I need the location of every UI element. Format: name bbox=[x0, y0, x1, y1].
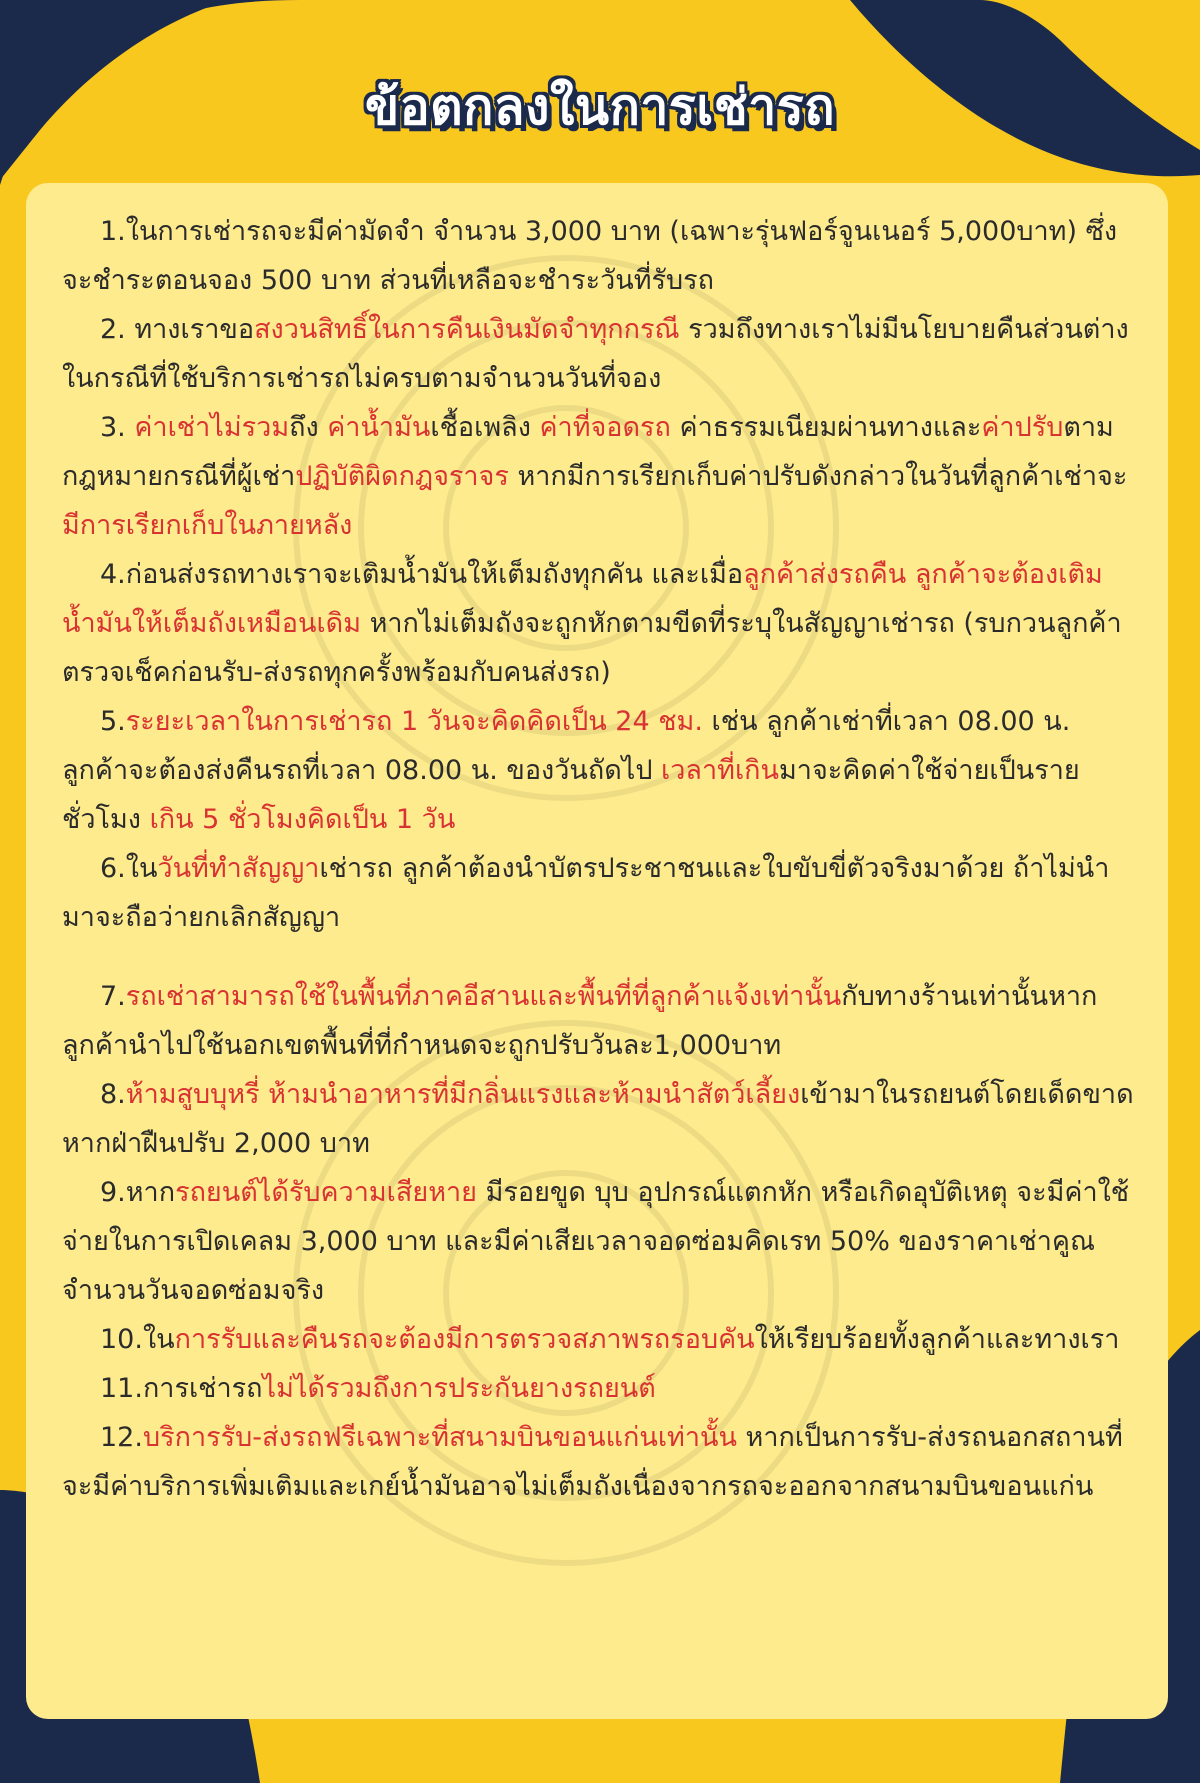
term-highlight: ปฏิบัติผิดกฎจราจร bbox=[295, 461, 509, 492]
term-text: 12. bbox=[100, 1422, 143, 1453]
term-text: 11.การเช่ารถ bbox=[100, 1373, 263, 1404]
term-text: ค่าธรรมเนียมผ่านทางและ bbox=[670, 412, 982, 443]
term-text: รวมถึงทางเราไม่มีนโยบายคืนส่วนต่างในกรณีที่ใช้บริการเช่ารถไม่ครบตามจำนวนวันที่จอง bbox=[62, 314, 1129, 394]
term-item bbox=[62, 550, 1142, 697]
term-highlight: ค่าเช่าไม่รวม bbox=[134, 412, 290, 443]
term-highlight: ลูกค้าส่งรถคืน ลูกค้าจะต้องเติมน้ำมันให้เต็มถังเหมือนเดิม bbox=[62, 559, 1103, 639]
page-title: ข้อตกลงในการเช่ารถ bbox=[364, 78, 836, 136]
term-text: 1.ในการเช่ารถจะมีค่ามัดจำ จำนวน 3,000 บาท (เฉพาะรุ่นฟอร์จูนเนอร์ 5,000บาท) ซึ่งจะชำระตอนจอง 500 บาท ส่วนที่เหลือจะชำระวันที่รับรถ bbox=[62, 216, 1118, 296]
term-text: 8. bbox=[100, 1079, 126, 1110]
term-text: ตามกฎหมายกรณีที่ผู้เช่า bbox=[62, 412, 1114, 492]
term-text: มีรอยขูด บุบ อุปกรณ์แตกหัก หรือเกิดอุบัติเหตุ จะมีค่าใช้จ่ายในการเปิดเคลม 3,000 บาท และมีค่าเสียเวลาจอดซ่อมคิดเรท 50% ของราคาเช่าคูณจำนวนวันจอดซ่อมจริง bbox=[62, 1177, 1130, 1306]
term-text: มาจะคิดค่าใช้จ่ายเป็นรายชั่วโมง bbox=[62, 755, 1080, 835]
term-text: ถึง bbox=[289, 412, 328, 443]
term-text: 10.ใน bbox=[100, 1324, 175, 1355]
term-highlight: การรับและคืนรถจะต้องมีการตรวจสภาพรถรอบคัน bbox=[174, 1324, 755, 1355]
term-highlight: วันที่ทำสัญญา bbox=[157, 853, 320, 884]
term-highlight: เวลาที่เกิน bbox=[661, 755, 779, 786]
term-highlight: ค่าที่จอดรถ bbox=[539, 412, 671, 443]
term-text: 6.ใน bbox=[100, 853, 158, 884]
term-item bbox=[62, 1413, 1142, 1511]
term-text: เช่น ลูกค้าเช่าที่เวลา 08.00 น. ลูกค้าจะต้องส่งคืนรถที่เวลา 08.00 น. ของวันถัดไป bbox=[62, 706, 1071, 786]
term-text: หากมีการเรียกเก็บค่าปรับดังกล่าวในวันที่ลูกค้าเช่าจะ bbox=[508, 461, 1128, 492]
term-item bbox=[62, 844, 1142, 942]
term-highlight: ไม่ได้รวมถึงการประกันยางรถยนต์ bbox=[262, 1373, 656, 1404]
term-highlight: ค่าน้ำมัน bbox=[327, 412, 431, 443]
term-text: 5. bbox=[100, 706, 126, 737]
term-item bbox=[62, 972, 1142, 1070]
term-text: หากเป็นการรับ-ส่งรถนอกสถานที่จะมีค่าบริการเพิ่มเติมและเกย์น้ำมันอาจไม่เต็มถังเนื่องจากรถจะออกจากสนามบินขอนแก่น bbox=[62, 1422, 1123, 1502]
term-highlight: สงวนสิทธิ์ในการคืนเงินมัดจำทุกกรณี bbox=[254, 314, 680, 345]
term-text: หากไม่เต็มถังจะถูกหักตามขีดที่ระบุในสัญญาเช่ารถ (รบกวนลูกค้าตรวจเช็คก่อนรับ-ส่งรถทุกครั้งพร้อมกับคนส่งรถ) bbox=[62, 608, 1122, 688]
term-highlight: ค่าปรับ bbox=[981, 412, 1064, 443]
term-text: เชื้อเพลิง bbox=[430, 412, 540, 443]
term-item bbox=[62, 1070, 1142, 1168]
term-text: เช่ารถ ลูกค้าต้องนำบัตรประชาชนและใบขับขี่ตัวจริงมาด้วย ถ้าไม่นำมาจะถือว่ายกเลิกสัญญา bbox=[62, 853, 1110, 933]
term-highlight: บริการรับ-ส่งรถฟรีเฉพาะที่สนามบินขอนแก่นเท่านั้น bbox=[142, 1422, 737, 1453]
term-item bbox=[62, 1315, 1142, 1364]
term-item bbox=[62, 697, 1142, 844]
term-text: 7. bbox=[100, 981, 126, 1012]
term-item bbox=[62, 207, 1142, 305]
term-highlight: รถยนต์ได้รับความเสียหาย bbox=[175, 1177, 477, 1208]
term-item bbox=[62, 403, 1142, 550]
term-highlight: รถเช่าสามารถใช้ในพื้นที่ภาคอีสานและพื้นที่ที่ลูกค้าแจ้งเท่านั้น bbox=[125, 981, 842, 1012]
term-item bbox=[62, 1364, 1142, 1413]
term-text: ให้เรียบร้อยทั้งลูกค้าและทางเรา bbox=[754, 1324, 1120, 1355]
term-highlight: ระยะเวลาในการเช่ารถ 1 วันจะคิดคิดเป็น 24 ชม. bbox=[125, 706, 703, 737]
terms-card bbox=[26, 183, 1168, 1719]
term-highlight: เกิน 5 ชั่วโมงคิดเป็น 1 วัน bbox=[149, 804, 456, 835]
term-item bbox=[62, 1168, 1142, 1315]
term-text: เข้ามาในรถยนต์โดยเด็ดขาดหากฝ่าฝืนปรับ 2,000 บาท bbox=[62, 1079, 1134, 1159]
term-text: 2. ทางเราขอ bbox=[100, 314, 255, 345]
term-text: กับทางร้านเท่านั้นหากลูกค้านำไปใช้นอกเขตพื้นที่ที่กำหนดจะถูกปรับวันละ1,000บาท bbox=[62, 981, 1098, 1061]
terms-list bbox=[62, 207, 1142, 1511]
term-text: 3. bbox=[100, 412, 135, 443]
term-highlight: มีการเรียกเก็บในภายหลัง bbox=[62, 510, 353, 541]
term-text: 4.ก่อนส่งรถทางเราจะเติมน้ำมันให้เต็มถังทุกคัน และเมื่อ bbox=[100, 559, 744, 590]
term-item bbox=[62, 305, 1142, 403]
term-text: 9.หาก bbox=[100, 1177, 176, 1208]
term-highlight: ห้ามสูบบุหรี่ ห้ามนำอาหารที่มีกลิ่นแรงและห้ามนำสัตว์เลี้ยง bbox=[125, 1079, 801, 1110]
